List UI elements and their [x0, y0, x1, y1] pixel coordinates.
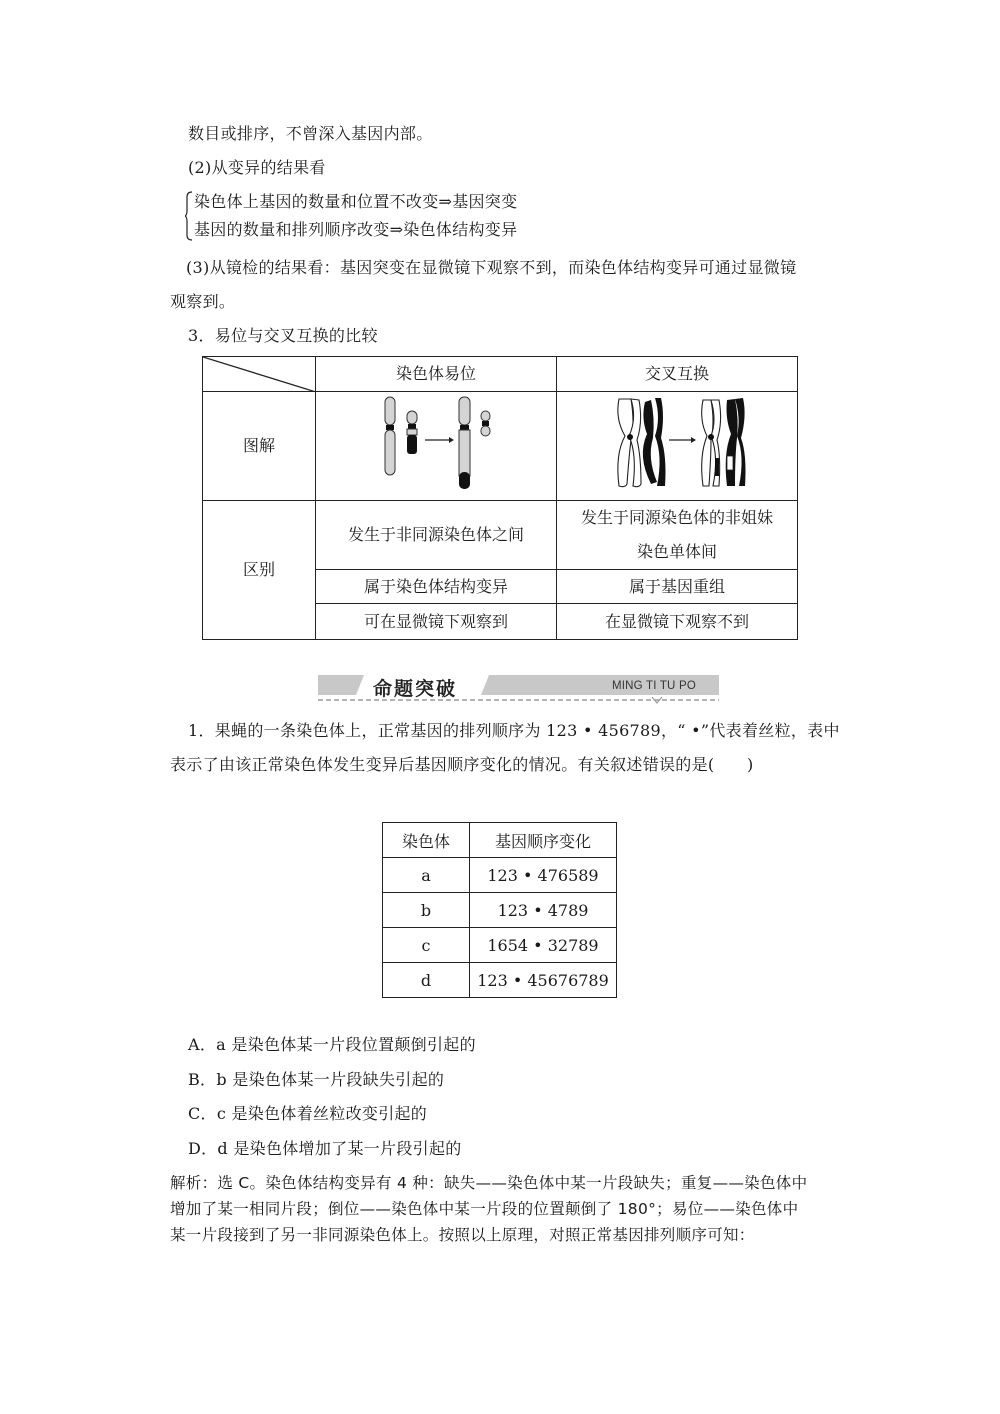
- analysis-line-2: 增加了某一相同片段；倒位——染色体中某一片段的位置颠倒了 180°；易位——染色体中: [170, 1200, 799, 1218]
- crossover-difference-1: [557, 501, 798, 570]
- gene-table-header: [383, 823, 617, 858]
- chromosome-label: d: [383, 963, 470, 998]
- crossover-difference-1-line-1: 发生于同源染色体的非姐妹: [580, 508, 773, 527]
- left-brace-icon: [185, 191, 193, 241]
- crossover-difference-1-line-2: 染色单体间: [636, 542, 717, 561]
- point-2-heading: (2)从变异的结果看: [188, 158, 326, 177]
- diagram-row-label: 图解: [203, 392, 316, 501]
- translocation-diagram-icon: [371, 394, 501, 494]
- gene-order: 123 • 45676789: [470, 963, 617, 998]
- diagonal-line: [203, 357, 316, 392]
- option-b: B．b 是染色体某一片段缺失引起的: [188, 1070, 445, 1089]
- comparison-table: [202, 356, 798, 640]
- option-a: A．a 是染色体某一片段位置颠倒引起的: [188, 1035, 476, 1054]
- banner-left-block: [318, 675, 364, 695]
- crossing-over-diagram-icon: [607, 394, 747, 494]
- point-3-line-1: (3)从镜检的结果看：基因突变在显微镜下观察不到，而染色体结构变异可通过显微镜: [186, 258, 797, 277]
- chromosome-label: a: [383, 858, 470, 893]
- gene-table-row: [383, 893, 617, 928]
- gene-order: 1654 • 32789: [470, 928, 617, 963]
- translocation-difference-2: 属于染色体结构变异: [316, 570, 557, 604]
- translocation-diagram-cell: [316, 392, 557, 501]
- analysis-line-3: 某一片段接到了另一非同源染色体上。按照以上原理，对照正常基因排列顺序可知：: [170, 1226, 755, 1244]
- gene-table-row: [383, 963, 617, 998]
- gene-table-row: [383, 928, 617, 963]
- header-chromosome: 染色体: [383, 823, 470, 858]
- option-d: D．d 是染色体增加了某一片段引起的: [188, 1139, 462, 1158]
- diagonal-header-cell: [203, 357, 316, 392]
- banner-title: 命题突破: [373, 678, 458, 700]
- header-gene-order: 基因顺序变化: [470, 823, 617, 858]
- section-3-heading: 3．易位与交叉互换的比较: [188, 326, 378, 345]
- point-2-case-2: 基因的数量和排列顺序改变⇒染色体结构变异: [194, 220, 518, 239]
- crossover-difference-3: 在显微镜下观察不到: [557, 604, 798, 640]
- point-2-case-1: 染色体上基因的数量和位置不改变⇒基因突变: [194, 192, 518, 211]
- banner-subtitle: MING TI TU PO: [612, 680, 696, 692]
- crossover-difference-2: 属于基因重组: [557, 570, 798, 604]
- header-crossing-over: 交叉互换: [557, 357, 798, 392]
- option-c: C．c 是染色体着丝粒改变引起的: [188, 1104, 428, 1123]
- gene-order: 123 • 476589: [470, 858, 617, 893]
- point-3-line-2: 观察到。: [170, 292, 236, 311]
- analysis-line-1: 解析：选 C。染色体结构变异有 4 种：缺失——染色体中某一片段缺失；重复——染色体中: [170, 1174, 808, 1192]
- comparison-header-row: [203, 357, 798, 392]
- chromosome-label: c: [383, 928, 470, 963]
- continued-text: 数目或排序，不曾深入基因内部。: [188, 124, 433, 143]
- question-line-2: 表示了由该正常染色体发生变异后基因顺序变化的情况。有关叙述错误的是( ): [170, 755, 754, 774]
- gene-order: 123 • 4789: [470, 893, 617, 928]
- difference-row-label: 区别: [203, 501, 316, 640]
- chromosome-label: b: [383, 893, 470, 928]
- question-line-1: 1．果蝇的一条染色体上，正常基因的排列顺序为 123 • 456789，“ •”代表着丝粒，表中: [188, 721, 840, 740]
- translocation-difference-3: 可在显微镜下观察到: [316, 604, 557, 640]
- header-translocation: 染色体易位: [316, 357, 557, 392]
- diagram-row: [203, 392, 798, 501]
- gene-sequence-table: [382, 822, 617, 998]
- gene-table-row: [383, 858, 617, 893]
- difference-row-1: [203, 501, 798, 570]
- translocation-difference-1: 发生于非同源染色体之间: [316, 501, 557, 570]
- crossing-over-diagram-cell: [557, 392, 798, 501]
